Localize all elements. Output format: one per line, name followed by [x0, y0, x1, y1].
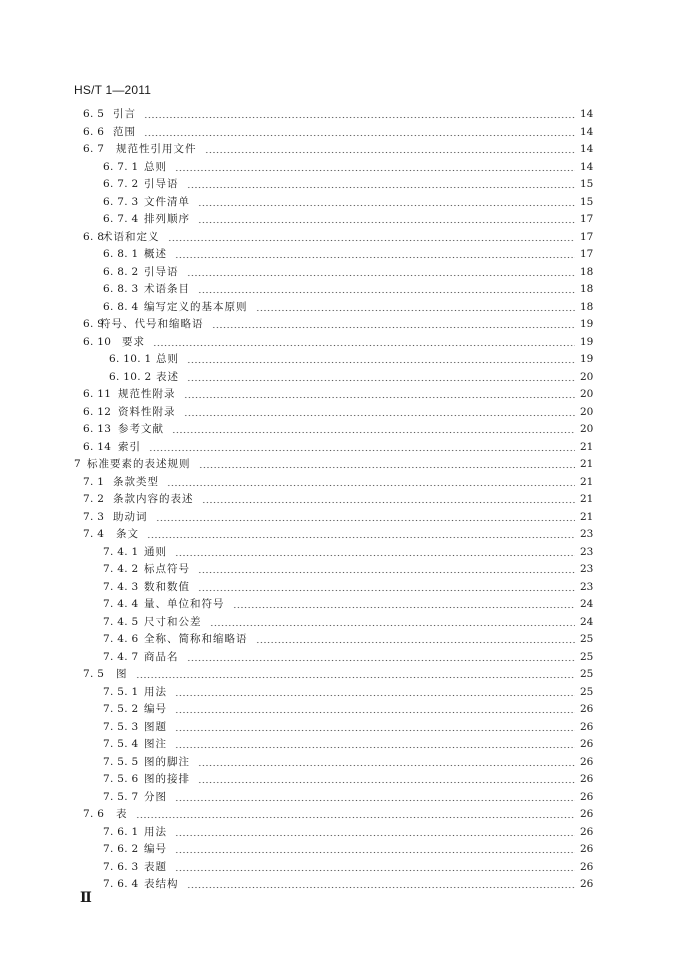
- toc-entry-number: 7. 4: [83, 528, 105, 540]
- standard-code-header: HS/T 1—2011: [74, 83, 152, 97]
- toc-entry[interactable]: [0, 299, 681, 317]
- toc-leader-dots: [198, 211, 575, 229]
- toc-entry-page-number: 21: [580, 458, 594, 470]
- toc-entry-title: 用法: [144, 685, 167, 698]
- toc-entry-number: 7. 5: [83, 668, 105, 680]
- toc-leader-dots: [175, 736, 575, 754]
- toc-entry-number: 7. 5. 6: [103, 773, 139, 785]
- toc-leader-dots: [175, 684, 575, 702]
- toc-entry-number: 7: [74, 458, 81, 470]
- toc-entry[interactable]: [0, 596, 681, 614]
- toc-leader-dots: [175, 719, 575, 737]
- toc-entry-page-number: 26: [580, 808, 594, 820]
- toc-entry[interactable]: [0, 509, 681, 527]
- toc-entry-number: 7. 6. 2: [103, 843, 139, 855]
- toc-entry-number: 7. 4. 3: [103, 580, 139, 593]
- toc-entry-title: 表结构: [144, 878, 179, 890]
- toc-leader-dots: [184, 404, 576, 422]
- toc-entry-number: 6. 5: [83, 108, 105, 120]
- toc-leader-dots: [184, 386, 576, 404]
- toc-leader-dots: [205, 141, 576, 159]
- toc-entry[interactable]: [0, 754, 681, 772]
- toc-entry-page-number: 17: [580, 213, 594, 225]
- toc-entry[interactable]: [0, 684, 681, 702]
- toc-entry[interactable]: [0, 631, 681, 649]
- toc-leader-dots: [187, 351, 575, 369]
- toc-entry[interactable]: [0, 386, 681, 404]
- toc-entry-page-number: 25: [580, 650, 594, 663]
- toc-entry[interactable]: [0, 439, 681, 457]
- toc-entry-page-number: 15: [580, 195, 594, 208]
- toc-entry-page-number: 19: [580, 318, 594, 330]
- toc-entry[interactable]: [0, 789, 681, 807]
- toc-entry-number: 6. 13: [83, 423, 112, 435]
- toc-entry-page-number: 18: [580, 300, 594, 313]
- toc-entry-number: 6. 10: [83, 335, 112, 348]
- toc-entry[interactable]: [0, 579, 681, 597]
- toc-leader-dots: [187, 369, 575, 387]
- toc-entry-page-number: 20: [580, 388, 594, 400]
- toc-entry[interactable]: [0, 491, 681, 509]
- toc-entry-page-number: 24: [580, 615, 594, 628]
- toc-entry-title: 概述: [144, 248, 167, 260]
- toc-entry-title: 规范性附录: [118, 388, 176, 400]
- toc-entry-number: 6. 8. 2: [103, 265, 139, 278]
- page-numeral: Ⅱ: [80, 890, 92, 906]
- toc-leader-dots: [167, 474, 575, 492]
- toc-entry-page-number: 20: [580, 370, 594, 383]
- toc-entry-title: 尺寸和公差: [144, 615, 202, 628]
- toc-entry-page-number: 23: [580, 545, 594, 558]
- toc-entry[interactable]: [0, 614, 681, 632]
- toc-entry[interactable]: [0, 194, 681, 212]
- toc-entry-title: 排列顺序: [144, 213, 190, 225]
- toc-leader-dots: [175, 859, 575, 877]
- toc-entry[interactable]: [0, 211, 681, 229]
- toc-entry-number: 6. 7. 1: [103, 160, 139, 173]
- toc-entry-page-number: 25: [580, 668, 594, 680]
- toc-entry[interactable]: [0, 264, 681, 282]
- toc-leader-dots: [202, 491, 576, 509]
- toc-entry[interactable]: [0, 456, 681, 474]
- toc-entry-title: 全称、简称和缩略语: [144, 633, 248, 645]
- toc-leader-dots: [144, 124, 575, 142]
- toc-entry-title: 图的脚注: [144, 755, 190, 768]
- toc-entry-title: 分图: [144, 790, 167, 803]
- toc-entry-page-number: 20: [580, 423, 594, 435]
- toc-leader-dots: [198, 754, 575, 772]
- toc-entry[interactable]: [0, 701, 681, 719]
- toc-entry-number: 6. 14: [83, 440, 112, 453]
- toc-entry-page-number: 21: [580, 510, 594, 523]
- table-of-contents: [0, 106, 681, 894]
- toc-leader-dots: [198, 561, 575, 579]
- toc-entry-title: 量、单位和符号: [144, 598, 225, 610]
- toc-entry-page-number: 24: [580, 598, 594, 610]
- toc-entry-page-number: 25: [580, 633, 594, 645]
- toc-leader-dots: [175, 159, 575, 177]
- toc-entry-number: 6. 10. 1: [109, 353, 152, 365]
- toc-entry[interactable]: [0, 176, 681, 194]
- toc-entry-title: 表题: [144, 860, 167, 873]
- toc-entry-title: 参考文献: [118, 423, 164, 435]
- toc-leader-dots: [187, 176, 576, 194]
- toc-entry-title: 索引: [118, 440, 141, 453]
- toc-leader-dots: [212, 316, 576, 334]
- toc-entry-number: 7. 4. 5: [103, 615, 139, 628]
- toc-leader-dots: [187, 264, 576, 282]
- toc-entry-page-number: 14: [580, 108, 594, 120]
- toc-entry-page-number: 17: [580, 248, 594, 260]
- toc-entry[interactable]: [0, 246, 681, 264]
- toc-entry-title: 引导语: [144, 178, 179, 190]
- toc-entry-title: 要求: [122, 335, 145, 348]
- toc-entry[interactable]: [0, 544, 681, 562]
- toc-entry-number: 7. 4. 6: [103, 633, 139, 645]
- toc-entry-page-number: 26: [580, 843, 594, 855]
- toc-entry[interactable]: [0, 824, 681, 842]
- toc-leader-dots: [144, 106, 575, 124]
- toc-entry[interactable]: [0, 561, 681, 579]
- toc-entry-number: 6. 8. 1: [103, 248, 139, 260]
- toc-entry[interactable]: [0, 736, 681, 754]
- toc-entry-title: 通则: [144, 545, 167, 558]
- toc-entry[interactable]: [0, 141, 681, 159]
- toc-leader-dots: [187, 876, 576, 894]
- toc-entry-number: 7. 6. 3: [103, 860, 139, 873]
- toc-entry-page-number: 26: [580, 720, 594, 733]
- toc-entry-page-number: 26: [580, 738, 594, 750]
- toc-leader-dots: [256, 299, 576, 317]
- toc-entry-number: 7. 2: [83, 493, 105, 505]
- toc-entry-number: 6. 7. 2: [103, 178, 139, 190]
- toc-entry-number: 6. 8: [83, 230, 105, 243]
- toc-leader-dots: [172, 421, 575, 439]
- toc-leader-dots: [136, 806, 576, 824]
- toc-entry-page-number: 19: [580, 353, 594, 365]
- toc-leader-dots: [187, 649, 576, 667]
- toc-entry-title: 标准要素的表述规则: [87, 458, 191, 470]
- toc-entry-number: 6. 11: [83, 388, 112, 400]
- toc-entry-page-number: 26: [580, 703, 594, 715]
- toc-leader-dots: [233, 596, 576, 614]
- toc-leader-dots: [198, 281, 575, 299]
- toc-leader-dots: [153, 334, 575, 352]
- toc-leader-dots: [256, 631, 576, 649]
- toc-entry-page-number: 18: [580, 283, 594, 295]
- toc-entry-title: 图题: [144, 720, 167, 733]
- toc-entry-title: 图: [116, 668, 128, 680]
- toc-entry[interactable]: [0, 351, 681, 369]
- toc-entry-page-number: 26: [580, 825, 594, 838]
- toc-leader-dots: [175, 544, 575, 562]
- toc-entry-number: 7. 6: [83, 808, 105, 820]
- toc-entry-page-number: 18: [580, 265, 594, 278]
- toc-entry-number: 7. 5. 7: [103, 790, 139, 803]
- toc-entry-number: 7. 1: [83, 475, 105, 488]
- toc-entry-page-number: 21: [580, 440, 594, 453]
- toc-entry-number: 6. 7: [83, 143, 105, 155]
- toc-entry-number: 6. 7. 3: [103, 195, 139, 208]
- toc-leader-dots: [156, 509, 576, 527]
- toc-entry[interactable]: [0, 404, 681, 422]
- toc-leader-dots: [136, 666, 576, 684]
- toc-entry[interactable]: [0, 229, 681, 247]
- toc-entry-title: 图的接排: [144, 773, 190, 785]
- toc-entry[interactable]: [0, 474, 681, 492]
- toc-leader-dots: [175, 789, 575, 807]
- toc-entry-page-number: 14: [580, 143, 594, 155]
- toc-entry[interactable]: [0, 421, 681, 439]
- toc-entry-page-number: 26: [580, 860, 594, 873]
- toc-entry-title: 图注: [144, 738, 167, 750]
- toc-leader-dots: [198, 194, 575, 212]
- toc-entry-page-number: 26: [580, 790, 594, 803]
- toc-entry-number: 7. 5. 1: [103, 685, 139, 698]
- toc-leader-dots: [147, 526, 575, 544]
- toc-leader-dots: [175, 246, 575, 264]
- toc-entry-title: 编写定义的基本原则: [144, 300, 248, 313]
- toc-leader-dots: [168, 229, 576, 247]
- toc-entry-title: 引言: [113, 108, 136, 120]
- toc-entry-page-number: 26: [580, 755, 594, 768]
- toc-entry[interactable]: [0, 649, 681, 667]
- toc-entry-title: 总则: [156, 353, 179, 365]
- toc-entry-number: 6. 8. 3: [103, 283, 139, 295]
- toc-entry-title: 术语和定义: [102, 230, 160, 243]
- toc-entry-page-number: 23: [580, 563, 594, 575]
- toc-entry-page-number: 26: [580, 773, 594, 785]
- toc-entry[interactable]: [0, 106, 681, 124]
- toc-entry[interactable]: [0, 159, 681, 177]
- toc-entry-number: 7. 5. 4: [103, 738, 139, 750]
- toc-entry-page-number: 23: [580, 528, 594, 540]
- toc-entry-title: 数和数值: [144, 580, 190, 593]
- toc-leader-dots: [175, 841, 575, 859]
- toc-entry-title: 符号、代号和缩略语: [100, 318, 204, 330]
- toc-entry-title: 表: [116, 808, 128, 820]
- toc-entry-number: 7. 4. 1: [103, 545, 139, 558]
- toc-entry[interactable]: [0, 124, 681, 142]
- toc-entry-title: 条文: [116, 528, 139, 540]
- toc-leader-dots: [175, 824, 575, 842]
- toc-entry-title: 总则: [144, 160, 167, 173]
- toc-leader-dots: [199, 456, 576, 474]
- toc-entry-page-number: 14: [580, 125, 594, 138]
- toc-entry[interactable]: [0, 719, 681, 737]
- toc-entry-number: 6. 10. 2: [109, 370, 152, 383]
- toc-leader-dots: [198, 771, 575, 789]
- toc-entry-title: 规范性引用文件: [116, 143, 197, 155]
- toc-entry-page-number: 17: [580, 230, 594, 243]
- toc-leader-dots: [210, 614, 576, 632]
- toc-entry-title: 编号: [144, 843, 167, 855]
- toc-entry[interactable]: [0, 281, 681, 299]
- toc-entry-title: 助动词: [113, 510, 148, 523]
- toc-entry-page-number: 23: [580, 580, 594, 593]
- toc-entry-title: 条款内容的表述: [113, 493, 194, 505]
- toc-entry[interactable]: [0, 859, 681, 877]
- toc-entry-page-number: 14: [580, 160, 594, 173]
- toc-entry-page-number: 20: [580, 405, 594, 418]
- toc-entry-number: 6. 7. 4: [103, 213, 139, 225]
- toc-entry-title: 范围: [113, 125, 136, 138]
- toc-entry[interactable]: [0, 841, 681, 859]
- toc-entry-number: 6. 12: [83, 405, 112, 418]
- toc-leader-dots: [175, 701, 575, 719]
- toc-entry-number: 7. 3: [83, 510, 105, 523]
- toc-entry-number: 7. 6. 1: [103, 825, 139, 838]
- toc-entry-number: 7. 5. 3: [103, 720, 139, 733]
- toc-entry[interactable]: [0, 771, 681, 789]
- toc-entry-title: 术语条目: [144, 283, 190, 295]
- toc-entry[interactable]: [0, 526, 681, 544]
- toc-entry-number: 7. 5. 5: [103, 755, 139, 768]
- toc-entry-number: 7. 4. 4: [103, 598, 139, 610]
- toc-entry-title: 标点符号: [144, 563, 190, 575]
- toc-entry-page-number: 25: [580, 685, 594, 698]
- toc-entry-title: 编号: [144, 703, 167, 715]
- toc-entry[interactable]: [0, 876, 681, 894]
- toc-entry-number: 6. 8. 4: [103, 300, 139, 313]
- toc-entry-number: 7. 4. 7: [103, 650, 139, 663]
- toc-entry-number: 7. 4. 2: [103, 563, 139, 575]
- toc-leader-dots: [198, 579, 575, 597]
- toc-entry-title: 资料性附录: [118, 405, 176, 418]
- toc-entry-page-number: 19: [580, 335, 594, 348]
- toc-entry-page-number: 21: [580, 493, 594, 505]
- toc-entry-title: 商品名: [144, 650, 179, 663]
- toc-entry-title: 引导语: [144, 265, 179, 278]
- toc-entry[interactable]: [0, 334, 681, 352]
- toc-entry-title: 文件清单: [144, 195, 190, 208]
- toc-entry-number: 6. 6: [83, 125, 105, 138]
- toc-entry-title: 表述: [156, 370, 179, 383]
- toc-entry-title: 用法: [144, 825, 167, 838]
- toc-entry-title: 条款类型: [113, 475, 159, 488]
- toc-entry[interactable]: [0, 666, 681, 684]
- toc-entry-number: 7. 6. 4: [103, 878, 139, 890]
- toc-entry[interactable]: [0, 806, 681, 824]
- toc-entry-page-number: 15: [580, 178, 594, 190]
- toc-leader-dots: [149, 439, 575, 457]
- toc-entry-page-number: 21: [580, 475, 594, 488]
- toc-entry-number: 6. 9: [83, 318, 105, 330]
- toc-entry-number: 7. 5. 2: [103, 703, 139, 715]
- toc-entry-page-number: 26: [580, 878, 594, 890]
- toc-entry[interactable]: [0, 316, 681, 334]
- toc-entry[interactable]: [0, 369, 681, 387]
